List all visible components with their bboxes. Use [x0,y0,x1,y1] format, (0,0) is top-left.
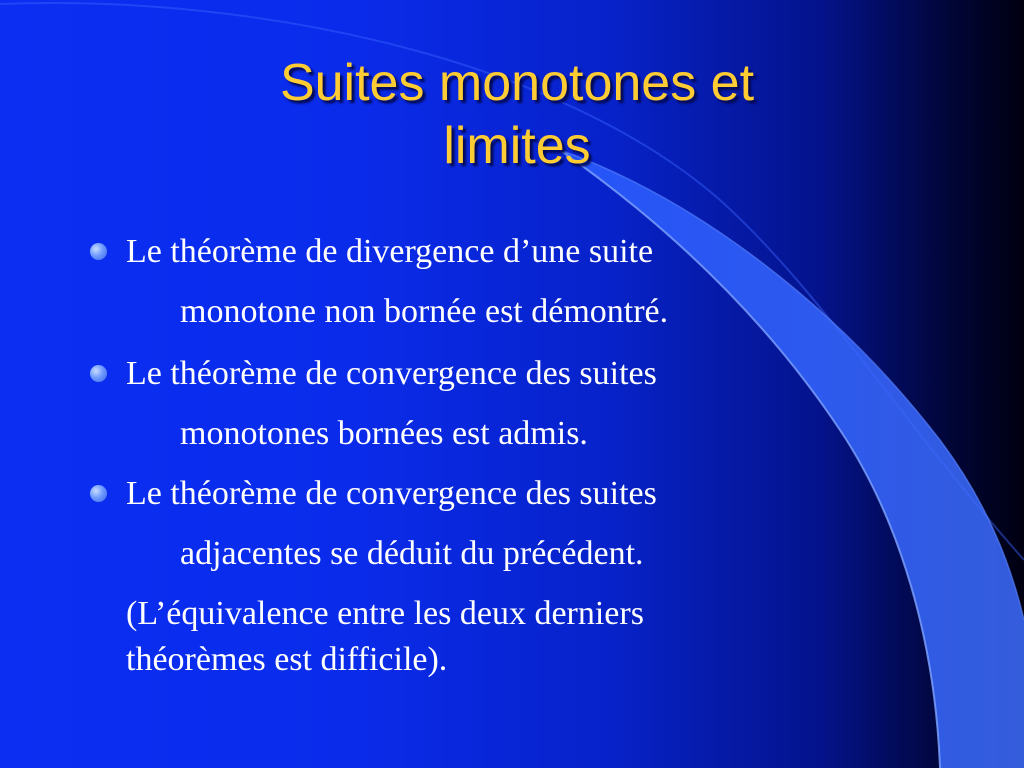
bullet-icon [90,243,107,260]
bullet-icon [90,485,107,502]
slide-title-line-1: Suites monotones et [279,54,755,112]
bullet-item-2-line-1: Le théorème de convergence des suites [126,355,657,392]
bullet-icon [90,365,107,382]
bullet-item-2-line-2: monotones bornées est admis. [180,415,588,452]
bullet-item-1-line-2: monotone non bornée est démontré. [180,293,669,330]
bullet-item-3-line-2: adjacentes se déduit du précédent. [180,535,644,572]
bullet-item-3-line-1: Le théorème de convergence des suites [126,475,657,512]
slide-title-line-2: limites [443,117,591,175]
bullet-item-1-line-1: Le théorème de divergence d’une suite [126,233,654,270]
note-line-2: théorèmes est difficile). [126,641,448,678]
note-line-1: (L’équivalence entre les deux derniers [126,595,644,632]
